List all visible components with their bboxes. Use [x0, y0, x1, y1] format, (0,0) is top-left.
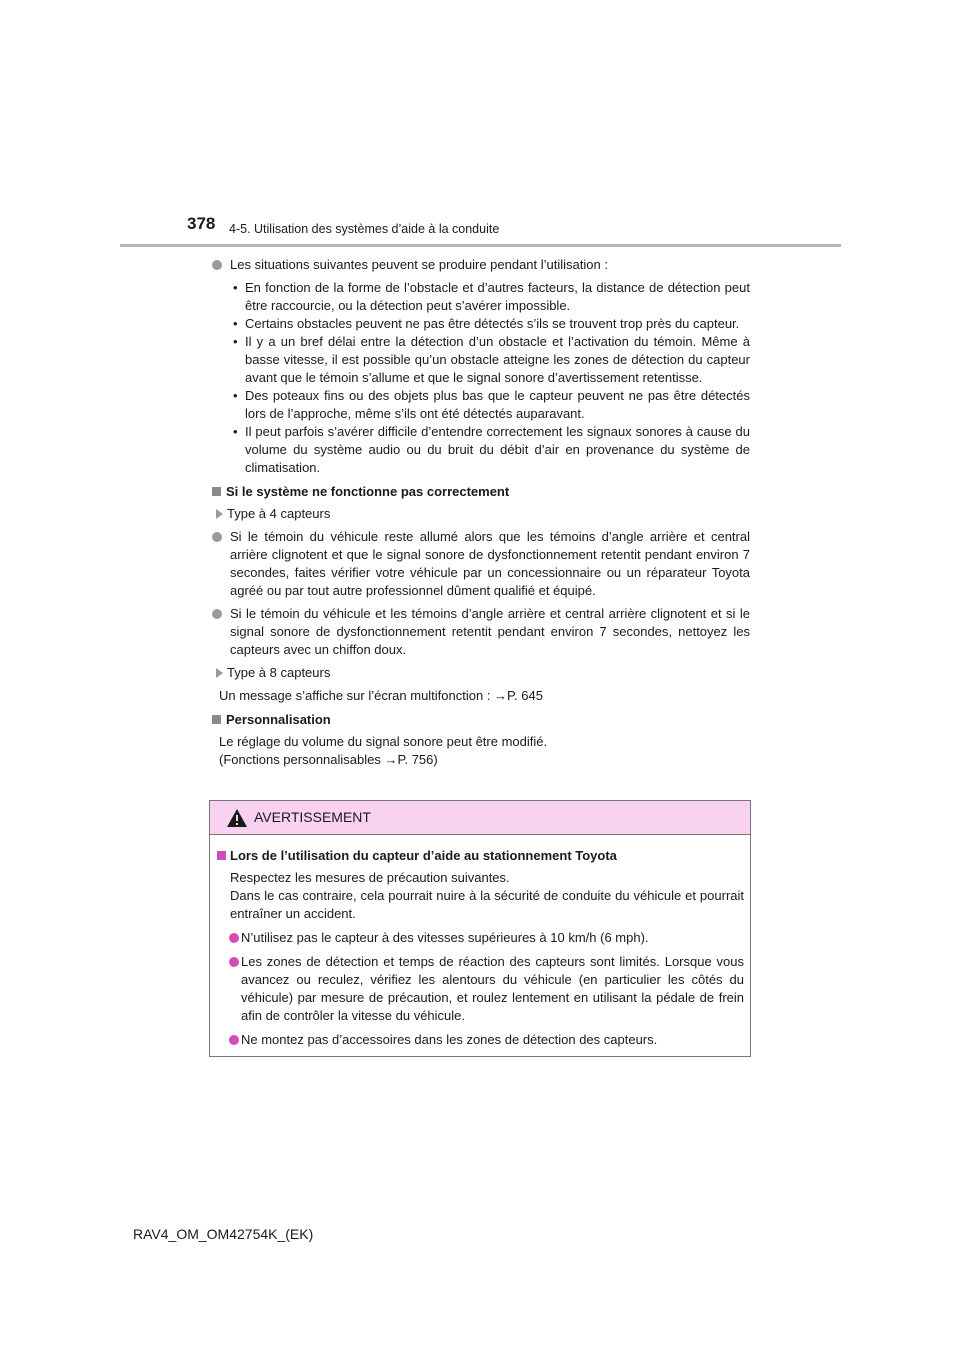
- warning-bullet: Ne montez pas d’accessoires dans les zones de détection des capteurs.: [217, 1031, 744, 1049]
- type-label: Type à 4 capteurs: [212, 505, 750, 523]
- warning-box: [209, 800, 751, 1057]
- header-rule: [120, 244, 841, 247]
- warning-bullet: N’utilisez pas le capteur à des vitesses supérieures à 10 km/h (6 mph).: [217, 929, 744, 947]
- warning-triangle-icon: [226, 808, 248, 828]
- dot-bullet-icon: •: [233, 334, 238, 349]
- circle-bullet-icon: [212, 609, 222, 619]
- malfunction-bullet: Si le témoin du véhicule reste allumé alors que les témoins d’angle arrière et central arrière clignotent et que le signal sonore de dysfonctionnement retentit pendant environ 7 secondes, faites vérifier votre véhicule par un concessionnaire ou un réparateur Toyota agréé ou par tout autre professionnel dûment qualifié et équipé.: [212, 528, 750, 600]
- sub-item: • Des poteaux fins ou des objets plus bas que le capteur peuvent ne pas être détectés lors de l’approche, même s’ils ont été détectés auparavant.: [233, 388, 750, 421]
- sub-item: • Certains obstacles peuvent ne pas être détectés s’ils se trouvent trop près du capteur.: [233, 316, 740, 331]
- page-number: 378: [187, 214, 216, 233]
- triangle-arrow-icon: [216, 509, 223, 519]
- section-heading-malfunction: Si le système ne fonctionne pas correctement: [212, 483, 750, 501]
- main-content: [212, 256, 750, 769]
- sub-item: • En fonction de la forme de l’obstacle et d’autres facteurs, la distance de détection peut être raccourcie, ou la détection peut s’avérer impossible.: [233, 280, 750, 313]
- sub-item: • Il y a un bref délai entre la détection d’un obstacle et l’activation du témoin. Même à basse vitesse, il est possible qu’un obstacle atteigne les zones de détection du capteur avant que le témoin s’allume et que le signal sonore d’avertissement retentisse.: [233, 334, 750, 385]
- intro-bullet: [212, 256, 750, 274]
- warning-bullet: Les zones de détection et temps de réaction des capteurs sont limités. Lorsque vous avancez ou reculez, vérifiez les alentours du véhicule (en particulier les côtés du véhicule) par mesure de précaution, et roulez lentement en utilisant la pédale de frein afin de contrôler la vitesse du véhicule.: [217, 953, 744, 1025]
- dot-bullet-icon: •: [233, 388, 238, 403]
- warning-subtitle: Lors de l’utilisation du capteur d’aide au stationnement Toyota: [217, 847, 744, 865]
- dot-bullet-icon: •: [233, 424, 238, 439]
- customization-text: Le réglage du volume du signal sonore peut être modifié.: [219, 734, 548, 749]
- document-code: RAV4_OM_OM42754K_(EK): [133, 1226, 314, 1242]
- dot-bullet-icon: •: [233, 280, 238, 295]
- customization-ref: (Fonctions personnalisables →P. 756): [219, 752, 438, 767]
- warning-intro: Respectez les mesures de précaution suivantes. Dans le cas contraire, cela pourrait nuire à la sécurité de conduite du véhicule et pourrait entraîner un accident.: [230, 870, 744, 921]
- triangle-arrow-icon: [216, 668, 223, 678]
- page-header: [187, 214, 847, 246]
- square-bullet-icon: [212, 487, 221, 496]
- section-heading-customization: Personnalisation: [212, 711, 750, 729]
- multifunction-message: Un message s’affiche sur l’écran multifonction : →P. 645: [219, 688, 543, 703]
- warning-body: [217, 847, 744, 1055]
- intro-bullet-text: Les situations suivantes peuvent se produire pendant l’utilisation :: [230, 257, 608, 272]
- circle-bullet-icon: [212, 532, 222, 542]
- dot-bullet-icon: •: [233, 316, 238, 331]
- square-bullet-icon: [212, 715, 221, 724]
- circle-bullet-icon: [229, 1035, 239, 1045]
- warning-title: AVERTISSEMENT: [254, 809, 371, 825]
- warning-header: [210, 801, 750, 835]
- circle-bullet-icon: [229, 957, 239, 967]
- type-label: Type à 8 capteurs: [212, 664, 750, 682]
- malfunction-bullet: Si le témoin du véhicule et les témoins d’angle arrière et central arrière clignotent et si le signal sonore de dysfonctionnement retentit pendant environ 7 secondes, nettoyez les capteurs avec un chiffon doux.: [212, 605, 750, 659]
- sub-item: • Il peut parfois s’avérer difficile d’entendre correctement les signaux sonores à cause du volume du système audio ou du bruit du débit d’air en provenance du système de climatisation.: [233, 424, 750, 475]
- circle-bullet-icon: [212, 260, 222, 270]
- square-bullet-icon: [217, 851, 226, 860]
- circle-bullet-icon: [229, 933, 239, 943]
- chapter-title: 4-5. Utilisation des systèmes d’aide à la conduite: [229, 222, 500, 236]
